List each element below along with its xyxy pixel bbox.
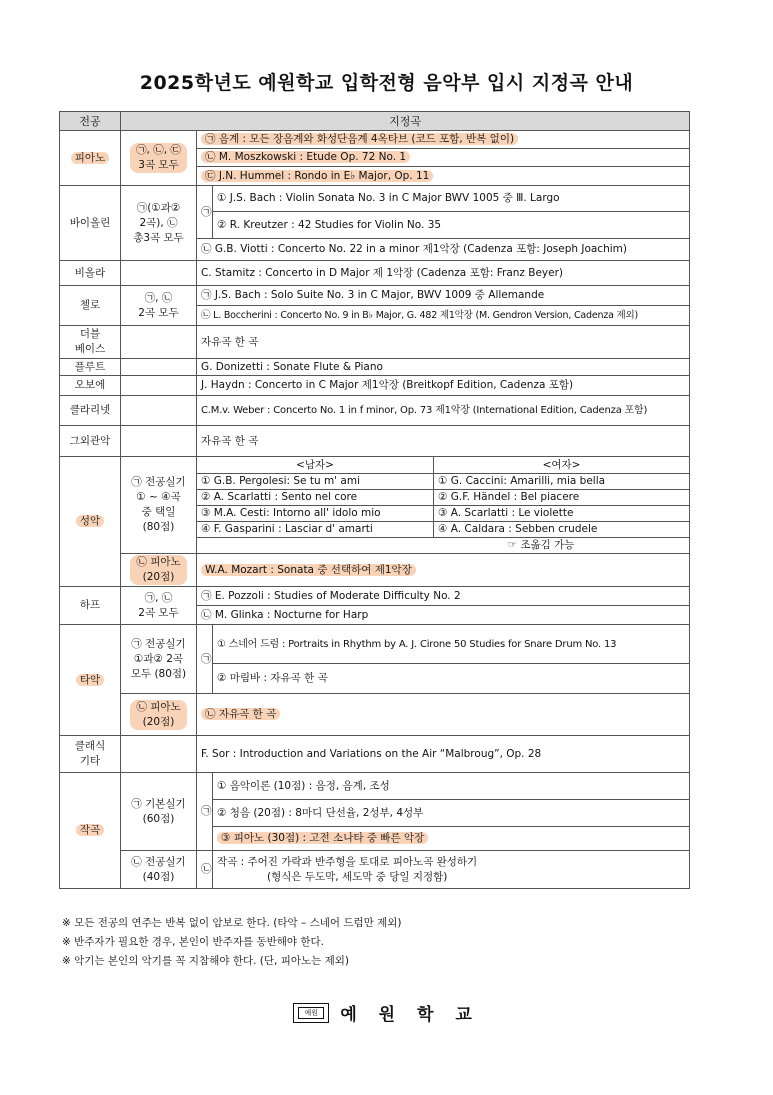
composition-basic-label: ㉠ (197, 773, 213, 851)
selection-composition-basic: ㉠ 기본실기 (60점) (121, 773, 197, 851)
repertoire-table (59, 111, 690, 889)
piece-harp-2: ㉡ M. Glinka : Nocturne for Harp (197, 606, 690, 625)
table-row (60, 261, 690, 286)
major-other-winds: 그외관악 (60, 426, 121, 457)
composition-major-label: ㉡ (197, 851, 213, 889)
table-row (60, 186, 690, 212)
vocal-female-4: ④ A. Caldara : Sebben crudele (434, 522, 690, 538)
piece-viola-1: C. Stamitz : Concerto in D Major 제 1악장 (Cadenza 포함: Franz Beyer) (197, 261, 690, 286)
notes (62, 914, 402, 971)
selection-oboe (121, 376, 197, 396)
major-oboe: 오보에 (60, 376, 121, 396)
piece-other-winds-1: 자유곡 한 곡 (197, 426, 690, 457)
selection-percussion-piano: ㉡ 피아노 (20점) (121, 694, 197, 736)
piece-violin-2: ② R. Kreutzer : 42 Studies for Violin No. 35 (213, 212, 690, 239)
major-piano: 피아노 (60, 131, 121, 186)
selection-classical-guitar (121, 736, 197, 773)
piece-piano-1: ㉠ 음계 : 모든 장음계와 화성단음계 4옥타브 (코드 포함, 반복 없이) (197, 131, 690, 149)
selection-vocal-piano: ㉡ 피아노 (20점) (121, 554, 197, 587)
piece-composition-3: ③ 피아노 (30점) : 고전 소나타 중 빠른 악장 (213, 827, 690, 851)
selection-vocal: ㉠ 전공실기 ① ~ ④곡 중 택일 (80점) (121, 457, 197, 554)
table-row (60, 773, 690, 800)
piece-piano-2: ㉡ M. Moszkowski : Etude Op. 72 No. 1 (197, 149, 690, 167)
vocal-transpose-note: ☞ 조옮김 가능 (197, 538, 690, 554)
major-double-bass: 더블 베이스 (60, 326, 121, 359)
selection-harp: ㉠, ㉡ 2곡 모두 (121, 587, 197, 625)
piece-cello-2: ㉡ L. Boccherini : Concerto No. 9 in B♭ Major, G. 482 제1악장 (M. Gendron Version, Cadenza 제외) (197, 306, 690, 326)
piece-vocal-piano: W.A. Mozart : Sonata 중 선택하여 제1악장 (197, 554, 690, 587)
piece-violin-3: ㉡ G.B. Viotti : Concerto No. 22 in a minor 제1악장 (Cadenza 포함: Joseph Joachim) (197, 239, 690, 261)
vocal-female-header: <여자> (434, 457, 690, 474)
major-harp: 하프 (60, 587, 121, 625)
note-3: ※ 악기는 본인의 악기를 꼭 지참해야 한다. (단, 피아노는 제외) (62, 955, 349, 967)
piece-violin-1: ① J.S. Bach : Violin Sonata No. 3 in C Major BWV 1005 중 Ⅲ. Largo (213, 186, 690, 212)
vocal-male-2: ② A. Scarlatti : Sento nel core (197, 490, 434, 506)
selection-other-winds (121, 426, 197, 457)
footer (0, 1000, 773, 1025)
piece-oboe-1: J. Haydn : Concerto in C Major 제1악장 (Breitkopf Edition, Cadenza 포함) (197, 376, 690, 396)
selection-cello: ㉠, ㉡ 2곡 모두 (121, 286, 197, 326)
header-major: 전공 (60, 112, 121, 131)
piece-composition-1: ① 음악이론 (10점) : 음정, 음계, 조성 (213, 773, 690, 800)
piece-double-bass-1: 자유곡 한 곡 (197, 326, 690, 359)
major-cello: 첼로 (60, 286, 121, 326)
vocal-male-4: ④ F. Gasparini : Lasciar d' amarti (197, 522, 434, 538)
table-header-row (60, 112, 690, 131)
piece-percussion-2: ② 마림바 : 자유곡 한 곡 (213, 664, 690, 694)
piece-composition-2: ② 청음 (20점) : 8마디 단선율, 2성부, 4성부 (213, 800, 690, 827)
header-pieces: 지정곡 (121, 112, 690, 131)
table-row (60, 326, 690, 359)
selection-clarinet (121, 396, 197, 426)
table-row (60, 457, 690, 474)
major-viola: 비올라 (60, 261, 121, 286)
piece-percussion-1: ① 스네어 드럼 : Portraits in Rhythm by A. J. Cirone 50 Studies for Snare Drum No. 13 (213, 625, 690, 664)
table-row (60, 625, 690, 664)
table-row (60, 554, 690, 587)
piece-composition-4: 작곡 : 주어진 가락과 반주형을 토대로 피아노곡 완성하기 (형식은 두도막, 세도막 중 당일 지정함) (213, 851, 690, 889)
vocal-male-header: <남자> (197, 457, 434, 474)
selection-piano: ㉠, ㉡, ㉢ 3곡 모두 (121, 131, 197, 186)
vocal-male-3: ③ M.A. Cesti: Intorno all' idolo mio (197, 506, 434, 522)
vocal-female-1: ① G. Caccini: Amarilli, mia bella (434, 474, 690, 490)
selection-composition-major: ㉡ 전공실기 (40점) (121, 851, 197, 889)
piece-percussion-piano: ㉡ 자유곡 한 곡 (197, 694, 690, 736)
piece-cello-1: ㉠ J.S. Bach : Solo Suite No. 3 in C Major, BWV 1009 중 Allemande (197, 286, 690, 306)
selection-violin: ㉠(①과② 2곡), ㉡ 총3곡 모두 (121, 186, 197, 261)
vocal-female-2: ② G.F. Händel : Bel piacere (434, 490, 690, 506)
school-name: 예 원 학 교 (340, 1005, 480, 1025)
major-violin: 바이올린 (60, 186, 121, 261)
table-row (60, 426, 690, 457)
page-title: 2025학년도 예원학교 입학전형 음악부 입시 지정곡 안내 (139, 72, 634, 94)
major-clarinet: 클라리넷 (60, 396, 121, 426)
vocal-female-3: ③ A. Scarlatti : Le violette (434, 506, 690, 522)
piece-classical-guitar-1: F. Sor : Introduction and Variations on the Air “Malbroug”, Op. 28 (197, 736, 690, 773)
piece-piano-3: ㉢ J.N. Hummel : Rondo in E♭ Major, Op. 11 (197, 167, 690, 186)
major-composition: 작곡 (60, 773, 121, 889)
table-row (60, 359, 690, 376)
table-row (60, 736, 690, 773)
major-flute: 플루트 (60, 359, 121, 376)
major-percussion: 타악 (60, 625, 121, 736)
selection-double-bass (121, 326, 197, 359)
table-row (60, 587, 690, 606)
selection-percussion: ㉠ 전공실기 ①과② 2곡 모두 (80점) (121, 625, 197, 694)
piece-clarinet-1: C.M.v. Weber : Concerto No. 1 in f minor, Op. 73 제1악장 (International Edition, Cadenza 포함) (197, 396, 690, 426)
major-classical-guitar: 클래식 기타 (60, 736, 121, 773)
selection-viola (121, 261, 197, 286)
table-row (60, 131, 690, 149)
piece-flute-1: G. Donizetti : Sonate Flute & Piano (197, 359, 690, 376)
note-2: ※ 반주자가 필요한 경우, 본인이 반주자를 동반해야 한다. (62, 936, 324, 948)
school-seal-icon: 예원 (293, 1003, 329, 1023)
vocal-male-1: ① G.B. Pergolesi: Se tu m' ami (197, 474, 434, 490)
violin-group-label: ㉠ (197, 186, 213, 239)
percussion-group-label: ㉠ (197, 625, 213, 694)
note-1: ※ 모든 전공의 연주는 반복 없이 암보로 한다. (타악 – 스네어 드럼만 제외) (62, 917, 402, 929)
table-row (60, 286, 690, 306)
piece-harp-1: ㉠ E. Pozzoli : Studies of Moderate Difficulty No. 2 (197, 587, 690, 606)
table-row (60, 694, 690, 736)
selection-flute (121, 359, 197, 376)
table-row (60, 376, 690, 396)
table-row (60, 851, 690, 889)
table-row (60, 396, 690, 426)
major-vocal: 성악 (60, 457, 121, 587)
